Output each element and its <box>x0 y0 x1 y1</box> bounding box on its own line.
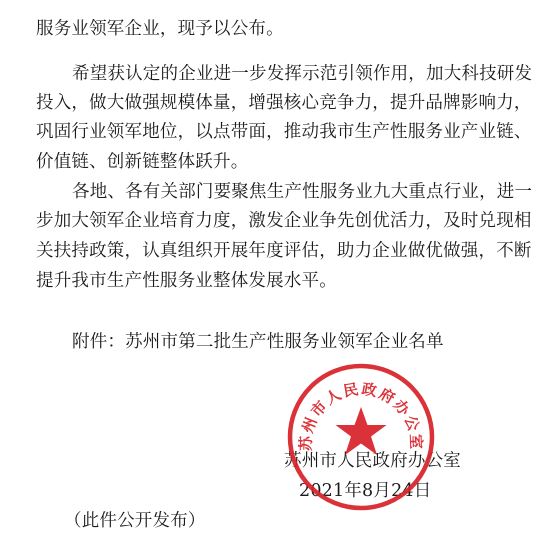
attachment-line: 附件：苏州市第二批生产性服务业领军企业名单 <box>72 332 444 352</box>
body-line: 巩固行业领军地位，以点带面，推动我市生产性服务业产业链、 <box>36 122 532 142</box>
body-line: 步加大领军企业培育力度，激发企业争先创优活力，及时兑现相 <box>36 211 532 231</box>
body-line: 服务业领军企业，现予以公布。 <box>36 19 284 39</box>
publication-note: （此件公开发布） <box>64 511 206 531</box>
body-line: 投入，做大做强规模体量，增强核心竞争力，提升品牌影响力， <box>36 93 532 113</box>
signature-organization: 苏州市人民政府办公室 <box>284 451 461 471</box>
svg-text:苏州市人民政府办公室: 苏州市人民政府办公室 <box>296 379 426 452</box>
body-line: 价值链、创新链整体跃升。 <box>36 152 249 172</box>
official-seal-stamp <box>286 362 436 512</box>
body-line: 关扶持政策，认真组织开展年度评估，助力企业做优做强，不断 <box>36 241 532 261</box>
seal-star-icon <box>336 407 387 455</box>
signature-date: 2021年8月24日 <box>299 481 432 501</box>
body-paragraph-start: 希望获认定的企业进一步发挥示范引领作用，加大科技研发 <box>72 64 533 84</box>
body-line: 提升我市生产性服务业整体发展水平。 <box>36 271 337 291</box>
body-paragraph-start: 各地、各有关部门要聚焦生产性服务业九大重点行业，进一 <box>72 182 533 202</box>
